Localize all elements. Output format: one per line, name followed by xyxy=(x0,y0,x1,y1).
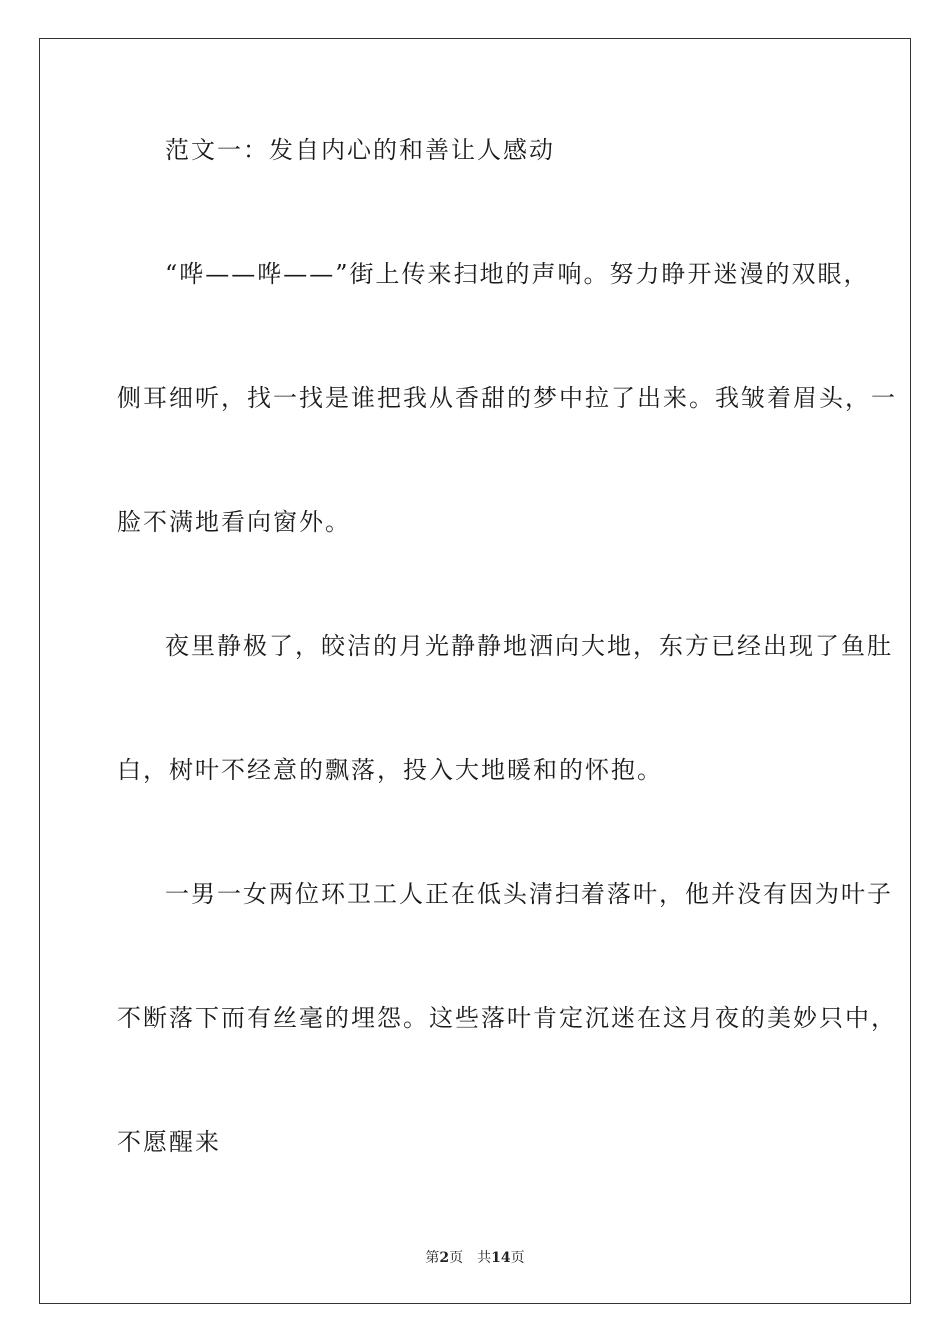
total-suffix: 页 xyxy=(510,1250,525,1266)
page-footer xyxy=(0,1249,950,1267)
page-prefix: 第 xyxy=(425,1250,440,1266)
paragraph-line: 不愿醒来 xyxy=(117,1128,221,1156)
paragraph-line: 脸不满地看向窗外。 xyxy=(117,508,351,536)
page-number: 2 xyxy=(439,1250,450,1266)
page-border xyxy=(39,38,911,1304)
total-prefix: 共 xyxy=(477,1250,492,1266)
paragraph-line: 白，树叶不经意的飘落，投入大地暖和的怀抱。 xyxy=(117,756,663,784)
paragraph-line: 一男一女两位环卫工人正在低头清扫着落叶，他并没有因为叶子 xyxy=(165,880,893,908)
page-suffix: 页 xyxy=(449,1250,464,1266)
paragraph-line: 夜里静极了，皎洁的月光静静地洒向大地，东方已经出现了鱼肚 xyxy=(165,632,893,660)
paragraph-line: 侧耳细听，找一找是谁把我从香甜的梦中拉了出来。我皱着眉头，一 xyxy=(117,384,897,412)
total-pages: 14 xyxy=(491,1250,511,1266)
paragraph-line: “哗——哗——”街上传来扫地的声响。努力睁开迷漫的双眼， xyxy=(165,260,870,288)
essay-title: 范文一：发自内心的和善让人感动 xyxy=(165,136,555,164)
paragraph-line: 不断落下而有丝毫的埋怨。这些落叶肯定沉迷在这月夜的美妙只中， xyxy=(117,1004,897,1032)
